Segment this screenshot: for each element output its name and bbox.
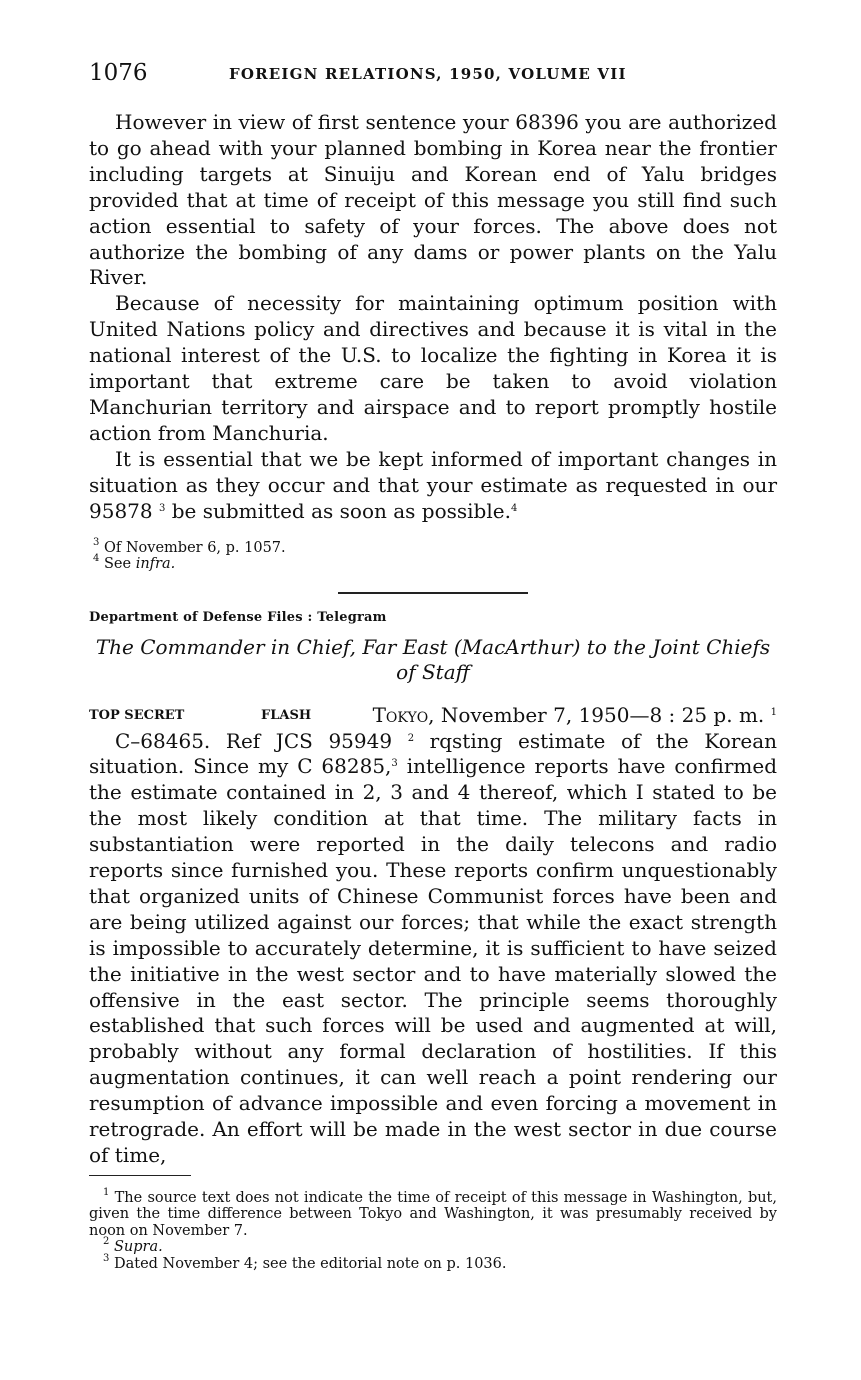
- footnote-text: The source text does not indicate the time of receipt of this message in Washington, but, given the time difference between Tokyo and Washington, it was presumably received by noon on November 7.: [89, 1189, 777, 1239]
- paragraph: [89, 447, 777, 525]
- footnote-text: See: [103, 556, 136, 572]
- footnote-ref: 4: [510, 502, 518, 514]
- journal-title: FOREIGN RELATIONS, 1950, VOLUME VII: [229, 65, 627, 83]
- footnote-marker: 4: [93, 553, 100, 564]
- paragraph-text: rqsting estimate of the Korean situation. Since my C 68285,: [89, 728, 778, 779]
- footnote-text: Dated November 4; see the editorial note on p. 1036.: [113, 1255, 507, 1272]
- footnote-rule: [89, 1175, 191, 1176]
- footnote: [89, 1236, 777, 1256]
- message-body: [89, 729, 777, 1169]
- dateline: [373, 703, 777, 727]
- paragraph-text: C–68465. Ref JCS 95949: [115, 728, 393, 753]
- paragraph-text: be submitted as soon as possible.: [165, 498, 511, 523]
- footnote-marker: 3: [93, 536, 100, 548]
- footnote-ref: 1: [770, 706, 777, 718]
- classification-label: TOP SECRET: [89, 707, 185, 723]
- footnotes-previous: [89, 536, 777, 573]
- footnote-ref: 2: [407, 732, 415, 744]
- paragraph: However in view of first sentence your 68396 you are authorized to go ahead with your planned bombing in Korea near the frontier including targets at Sinuiju and Korean end of Yalu bridges provided that at time of receipt of this message you still find such action essential to safety of your forces. The above does not authorize the bombing of any dams or power plants on the Yalu River.: [89, 110, 777, 290]
- footnotes: [89, 1186, 777, 1273]
- source-line: Department of Defense Files : Telegram: [89, 609, 387, 625]
- paragraph-text: It is essential that we be kept informed of important changes in situation as they occur and that your estimate as requested in our 95878: [89, 446, 777, 523]
- document-title: The Commander in Chief, Far East (MacArthur) to the Joint Chiefs of Staff: [95, 634, 771, 684]
- footnote-ref: 3: [391, 758, 398, 770]
- running-head: [89, 60, 777, 90]
- dateline-place: Tokyo,: [372, 702, 435, 727]
- page-number: 1076: [89, 60, 148, 86]
- footnote: [89, 536, 777, 557]
- footnote-text-italic: infra.: [135, 556, 176, 572]
- paragraph-text: intelligence reports have confirmed the estimate contained in 2, 3 and 4 thereof, which I stated to be the most likely condition at that time. The military facts in substantiation were reported in the daily telecons and radio reports since furnished you. These reports confirm unquestionably that organized units of Chinese Communist forces have been and are being utilized against our forces; that while the exact strength is impossible to accurately determine, it is sufficient to have seized the initiative in the west sector and to have materially slowed the offensive in the east sector. The principle seems thoroughly established that such forces will be used and augmented at will, probably without any formal declaration of hostilities. If this augmentation continues, it can well reach a point rendering our resumption of advance impossible and even forcing a movement in retrograde. An effort will be made in the west sector in due course of time,: [89, 754, 777, 1167]
- footnote-text-italic: Supra.: [113, 1239, 163, 1256]
- precedence-label: FLASH: [261, 707, 312, 723]
- previous-message: [89, 110, 777, 525]
- footnote-text: Of November 6, p. 1057.: [103, 539, 286, 556]
- paragraph: Because of necessity for maintaining optimum position with United Nations policy and directives and because it is vital in the national interest of the U.S. to localize the fighting in Korea it is important that extreme care be taken to avoid violation Manchurian territory and airspace and to report promptly hostile action from Manchuria.: [89, 291, 777, 445]
- section-divider: [338, 592, 528, 594]
- footnote-marker: 3: [103, 1252, 110, 1264]
- footnote: [89, 1252, 777, 1273]
- message-header: [89, 703, 777, 729]
- footnote-marker: 1: [103, 1186, 110, 1198]
- dateline-date: November 7, 1950—8 : 25 p. m.: [434, 702, 765, 727]
- footnote-ref: 3: [158, 502, 166, 514]
- document-page: [89, 60, 777, 1272]
- footnote: [89, 1186, 777, 1240]
- footnote: [89, 553, 777, 573]
- footnote-marker: 2: [103, 1236, 110, 1248]
